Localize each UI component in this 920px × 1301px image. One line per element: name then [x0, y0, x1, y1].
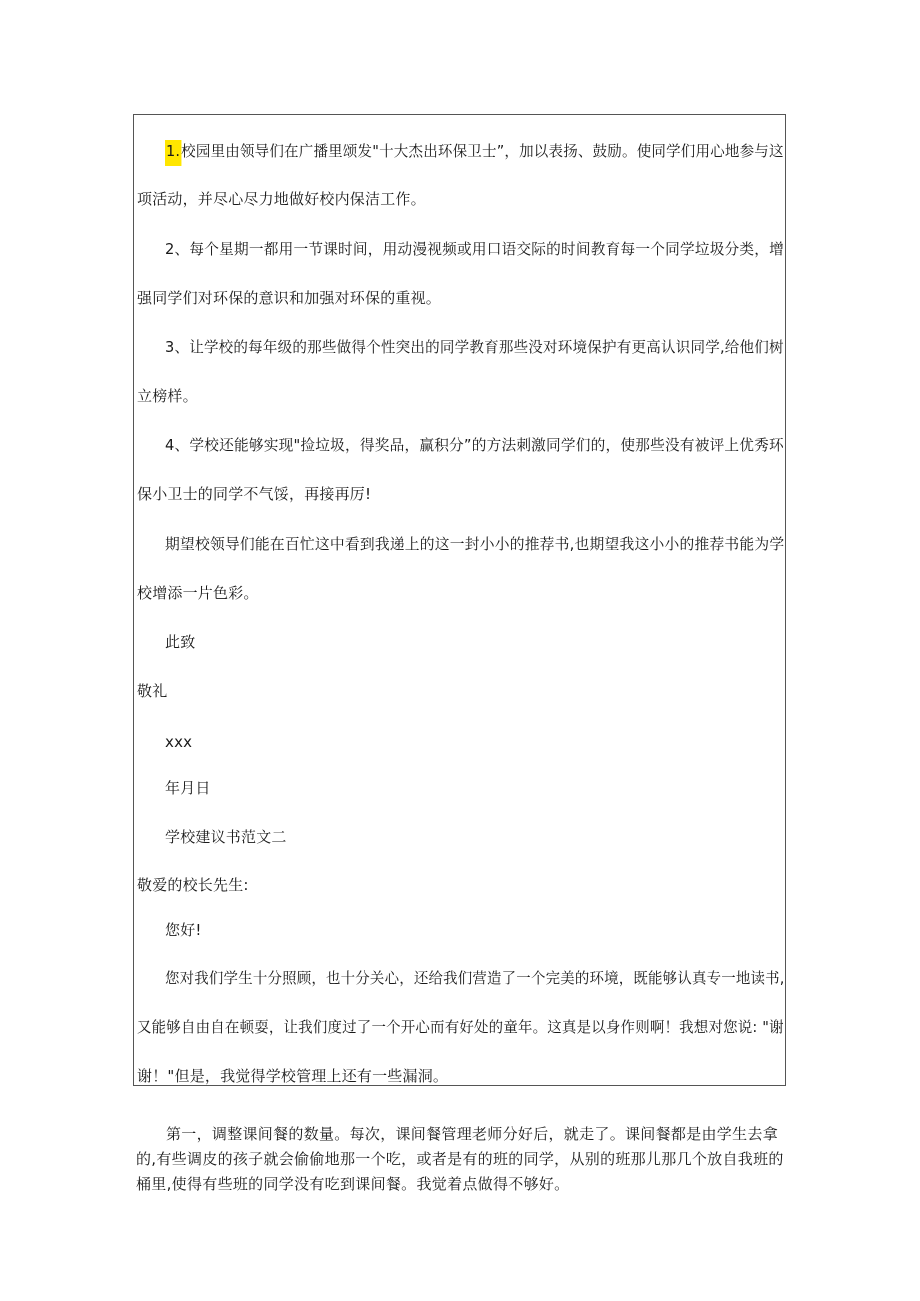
item3-line1: 3、让学校的每年级的那些做得个性突出的同学教育那些没对环境保护有更高认识同学,给他们树: [165, 338, 784, 356]
body-line1: 您对我们学生十分照顾，也十分关心，还给我们营造了一个完美的环境，既能够认真专一地读书,: [165, 969, 785, 987]
date: 年月日: [165, 779, 211, 797]
salutation: 敬爱的校长先生:: [137, 876, 249, 894]
body-line2: 又能够自由自在顿耍，让我们度过了一个开心而有好处的童年。这真是以身作则啊！我想对您说: "谢: [137, 1018, 784, 1036]
section-title: 学校建议书范文二: [165, 828, 287, 846]
item2-line1: 2、每个星期一都用一节课时间，用动漫视频或用口语交际的时间教育每一个同学垃圾分类，增: [165, 240, 785, 258]
body-line3: 谢！"但是，我觉得学校管理上还有一些漏洞。: [137, 1067, 449, 1085]
item1-number-highlight: 1.: [165, 140, 181, 166]
hope-line1: 期望校领导们能在百忙这中看到我递上的这一封小小的推荐书,也期望我这小小的推荐书能为学: [165, 535, 785, 553]
signature: xxx: [165, 733, 193, 751]
item1-line2: 项活动，并尽心尽力地做好校内保洁工作。: [137, 190, 426, 208]
hope-line2: 校增添一片色彩。: [137, 584, 259, 602]
greeting: 您好!: [165, 921, 202, 939]
item4-line1: 4、学校还能够实现"捡垃圾，得奖品，赢积分”的方法刺激同学们的，使那些没有被评上优秀环: [165, 436, 784, 454]
closing-cizhi: 此致: [165, 633, 196, 651]
item4-line2: 保小卫士的同学不气馁，再接再厉!: [137, 485, 372, 503]
closing-jingli: 敬礼: [137, 682, 168, 700]
after-paragraph: 第一，调整课间餐的数量。每次，课间餐管理老师分好后，就走了。课间餐都是由学生去拿的,有些调皮的孩子就会偷偷地那一个吃，或者是有的班的同学，从别的班那儿那几个放自我班的桶里,使得有些班的同学没有吃到课间餐。我觉着点做得不够好。: [136, 1125, 784, 1193]
item1-line1: 1.校园里由领导们在广播里颂发"十大杰出环保卫士”，加以表扬、鼓励。使同学们用心地参与这: [165, 140, 784, 161]
item3-line2: 立榜样。: [137, 387, 198, 405]
item2-line2: 强同学们对环保的意识和加强对环保的重视。: [137, 289, 442, 307]
